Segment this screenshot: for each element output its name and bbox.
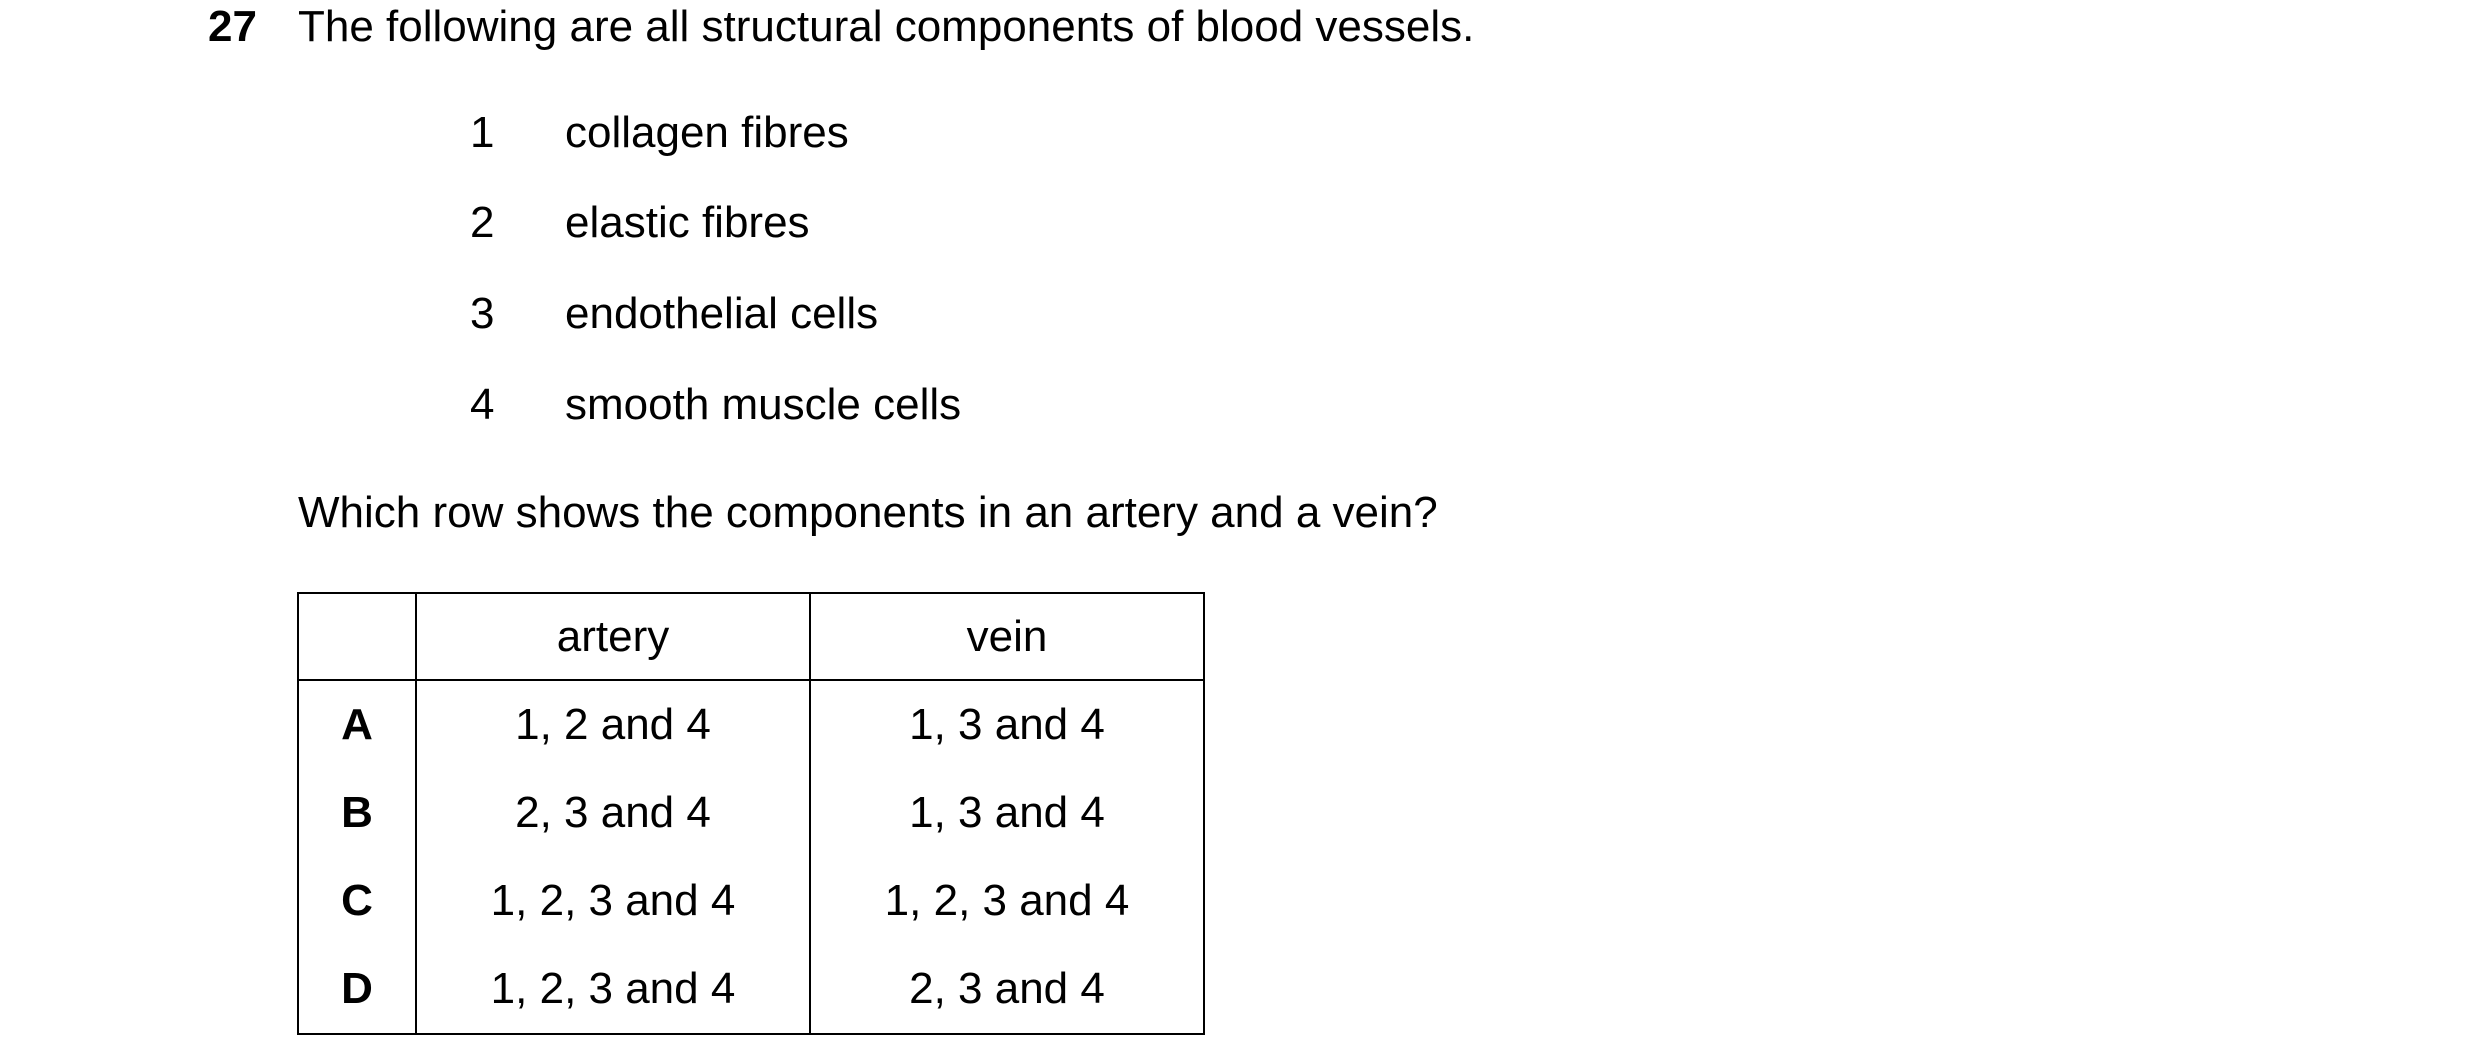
question-stem: The following are all structural components of blood vessels. (298, 2, 1475, 51)
question-number: 27 (208, 2, 257, 51)
option-letter: B (298, 769, 416, 857)
item-text: elastic fibres (565, 198, 810, 247)
vein-cell: 2, 3 and 4 (810, 945, 1204, 1034)
option-letter: A (298, 680, 416, 769)
vein-cell: 1, 2, 3 and 4 (810, 857, 1204, 945)
artery-cell: 1, 2, 3 and 4 (416, 857, 810, 945)
artery-cell: 1, 2 and 4 (416, 680, 810, 769)
item-text: endothelial cells (565, 289, 879, 338)
vein-cell: 1, 3 and 4 (810, 769, 1204, 857)
table-row (298, 680, 1204, 769)
header-vein: vein (810, 593, 1204, 680)
header-blank (298, 593, 416, 680)
question-prompt: Which row shows the components in an artery and a vein? (298, 488, 1438, 537)
table-row (298, 945, 1204, 1034)
table-row (298, 857, 1204, 945)
answer-table (297, 592, 1205, 1035)
item-number: 1 (470, 108, 495, 157)
option-letter: C (298, 857, 416, 945)
item-text: collagen fibres (565, 108, 849, 157)
artery-cell: 1, 2, 3 and 4 (416, 945, 810, 1034)
item-number: 3 (470, 289, 495, 338)
item-number: 2 (470, 198, 495, 247)
table-row (298, 769, 1204, 857)
artery-cell: 2, 3 and 4 (416, 769, 810, 857)
header-artery: artery (416, 593, 810, 680)
table-header-row (298, 593, 1204, 680)
item-text: smooth muscle cells (565, 380, 962, 429)
item-number: 4 (470, 380, 495, 429)
vein-cell: 1, 3 and 4 (810, 680, 1204, 769)
option-letter: D (298, 945, 416, 1034)
